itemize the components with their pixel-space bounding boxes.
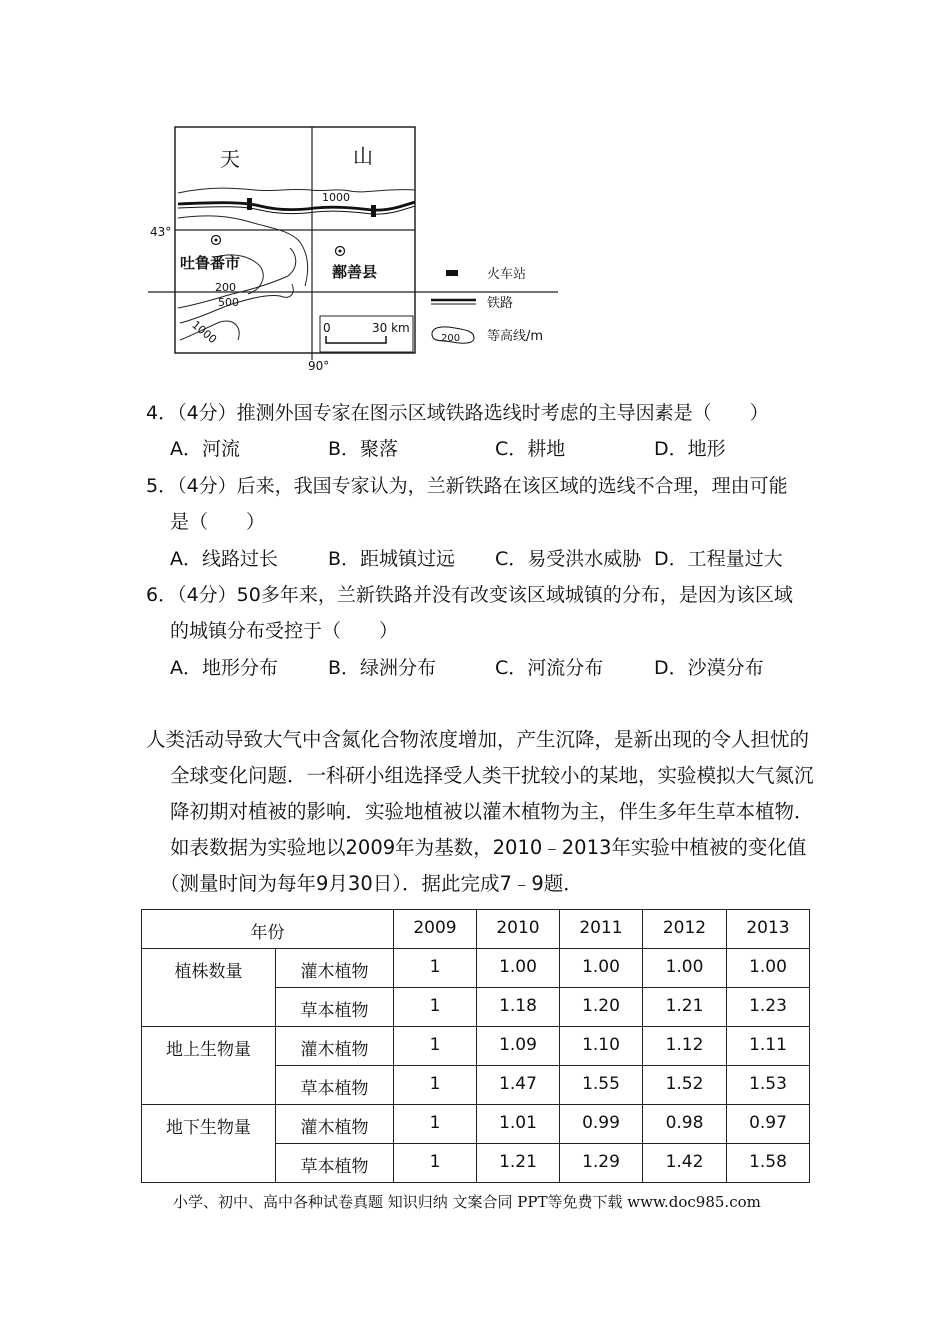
table-plant-type: 草本植物 — [276, 1066, 394, 1105]
table-cell: 1.11 — [727, 1027, 810, 1066]
question-4 — [146, 401, 769, 425]
table-cell: 1.53 — [727, 1066, 810, 1105]
table-group-label: 地上生物量 — [142, 1027, 276, 1105]
contour-label-200: 200 — [215, 281, 236, 294]
question-6-stem-line2: 的城镇分布受控于（ ） — [170, 620, 399, 642]
table-row — [142, 949, 810, 988]
passage-line-3: 降初期对植被的影响．实验地植被以灌木植物为主，伴生多年生草本植物． — [170, 800, 814, 823]
table-header-year: 2011 — [560, 910, 643, 949]
vegetation-data-table — [141, 909, 810, 1183]
table-plant-type: 草本植物 — [276, 1144, 394, 1183]
table-plant-type: 灌木植物 — [276, 949, 394, 988]
question-4-stem: 4．（4分）推测外国专家在图示区域铁路选线时考虑的主导因素是（ ） — [146, 402, 769, 424]
table-cell: 1.18 — [477, 988, 560, 1027]
table-cell: 1.29 — [560, 1144, 643, 1183]
table-cell: 0.99 — [560, 1105, 643, 1144]
question-5-stem-line1: 5．（4分）后来，我国专家认为，兰新铁路在该区域的选线不合理，理由可能 — [146, 475, 788, 497]
table-cell: 1.01 — [477, 1105, 560, 1144]
question-6 — [146, 583, 793, 607]
table-cell: 1.21 — [477, 1144, 560, 1183]
table-cell: 0.97 — [727, 1105, 810, 1144]
question-5-option-b: B．距城镇过远 — [328, 548, 456, 570]
map-label-shan: 山 — [353, 144, 373, 168]
table-cell: 1.00 — [560, 949, 643, 988]
table-cell: 1.10 — [560, 1027, 643, 1066]
question-6-option-c: C．河流分布 — [495, 657, 604, 679]
question-5-stem-line2: 是（ ） — [170, 511, 266, 533]
question-5-option-d: D．工程量过大 — [654, 548, 783, 570]
city-turpan-label: 吐鲁番市 — [180, 254, 241, 272]
question-6-stem-line1: 6．（4分）50多年来，兰新铁路并没有改变该区域城镇的分布，是因为该区域 — [146, 584, 793, 606]
passage — [146, 722, 816, 902]
question-4-option-b: B．聚落 — [328, 438, 399, 460]
table-cell: 1.21 — [643, 988, 727, 1027]
table-header-row — [142, 910, 810, 949]
question-6-option-a: A．地形分布 — [170, 657, 278, 679]
table-plant-type: 灌木植物 — [276, 1027, 394, 1066]
question-4-option-d: D．地形 — [654, 438, 726, 460]
table-header-year: 2013 — [727, 910, 810, 949]
table-group-label: 地下生物量 — [142, 1105, 276, 1183]
map-label-tian: 天 — [220, 147, 240, 171]
table-cell: 1.09 — [477, 1027, 560, 1066]
table-cell: 1.00 — [477, 949, 560, 988]
latitude-label: 43° — [150, 225, 172, 239]
contour-label-1000: 1000 — [189, 318, 220, 347]
question-5-option-a: A．线路过长 — [170, 548, 278, 570]
question-6-option-d: D．沙漠分布 — [654, 657, 764, 679]
question-5-option-c: C．易受洪水威胁 — [495, 548, 642, 570]
table-plant-type: 灌木植物 — [276, 1105, 394, 1144]
topographic-map — [140, 118, 570, 378]
legend-contour-value: 200 — [441, 333, 461, 344]
table-plant-type: 草本植物 — [276, 988, 394, 1027]
table-cell: 1.47 — [477, 1066, 560, 1105]
legend-railway-label: 铁路 — [487, 296, 514, 311]
table-cell: 1.20 — [560, 988, 643, 1027]
scale-zero-label: 0 — [323, 321, 331, 335]
contour-label-500: 500 — [218, 296, 239, 309]
table-header-year: 2009 — [394, 910, 477, 949]
table-cell: 1 — [394, 988, 477, 1027]
table-cell: 1.23 — [727, 988, 810, 1027]
table-cell: 1.58 — [727, 1144, 810, 1183]
table-cell: 1 — [394, 949, 477, 988]
table-cell: 1 — [394, 1066, 477, 1105]
scale-distance-label: 30 km — [372, 321, 410, 335]
question-6-cont — [170, 619, 398, 643]
table-header-year: 2010 — [477, 910, 560, 949]
table-cell: 1.00 — [643, 949, 727, 988]
table-cell: 1.52 — [643, 1066, 727, 1105]
table-row — [142, 1105, 810, 1144]
table-row — [142, 1027, 810, 1066]
city-shanshan-label: 鄯善县 — [332, 263, 378, 281]
table-header-year: 2012 — [643, 910, 727, 949]
question-4-option-a: A．河流 — [170, 438, 240, 460]
table-cell: 1 — [394, 1105, 477, 1144]
question-5 — [146, 474, 788, 498]
table-cell: 1 — [394, 1144, 477, 1183]
contour-label-1000-top: 1000 — [322, 191, 350, 204]
passage-line-1: 人类活动导致大气中含氮化合物浓度增加，产生沉降，是新出现的令人担忧的 — [146, 728, 810, 751]
legend-contour-label: 等高线/m — [487, 329, 544, 344]
table-cell: 1.12 — [643, 1027, 727, 1066]
question-6-option-b: B．绿洲分布 — [328, 657, 437, 679]
table-cell: 0.98 — [643, 1105, 727, 1144]
passage-line-5: （测量时间为每年9月30日）．据此完成7﹣9题． — [160, 872, 583, 895]
passage-line-2: 全球变化问题．一科研小组选择受人类干扰较小的某地，实验模拟大气氮沉 — [170, 764, 814, 787]
table-header-year-label: 年份 — [142, 910, 394, 949]
longitude-label: 90° — [308, 359, 330, 373]
page-footer: 小学、初中、高中各种试卷真题 知识归纳 文案合同 PPT等免费下载 www.doc985.com — [173, 1193, 761, 1211]
question-4-option-c: C．耕地 — [495, 438, 566, 460]
legend-station-label: 火车站 — [487, 267, 527, 282]
table-cell: 1.00 — [727, 949, 810, 988]
question-5-cont — [170, 510, 265, 534]
table-group-label: 植株数量 — [142, 949, 276, 1027]
table-cell: 1.55 — [560, 1066, 643, 1105]
table-cell: 1.42 — [643, 1144, 727, 1183]
table-cell: 1 — [394, 1027, 477, 1066]
passage-line-4: 如表数据为实验地以2009年为基数，2010﹣2013年实验中植被的变化值 — [170, 836, 807, 859]
